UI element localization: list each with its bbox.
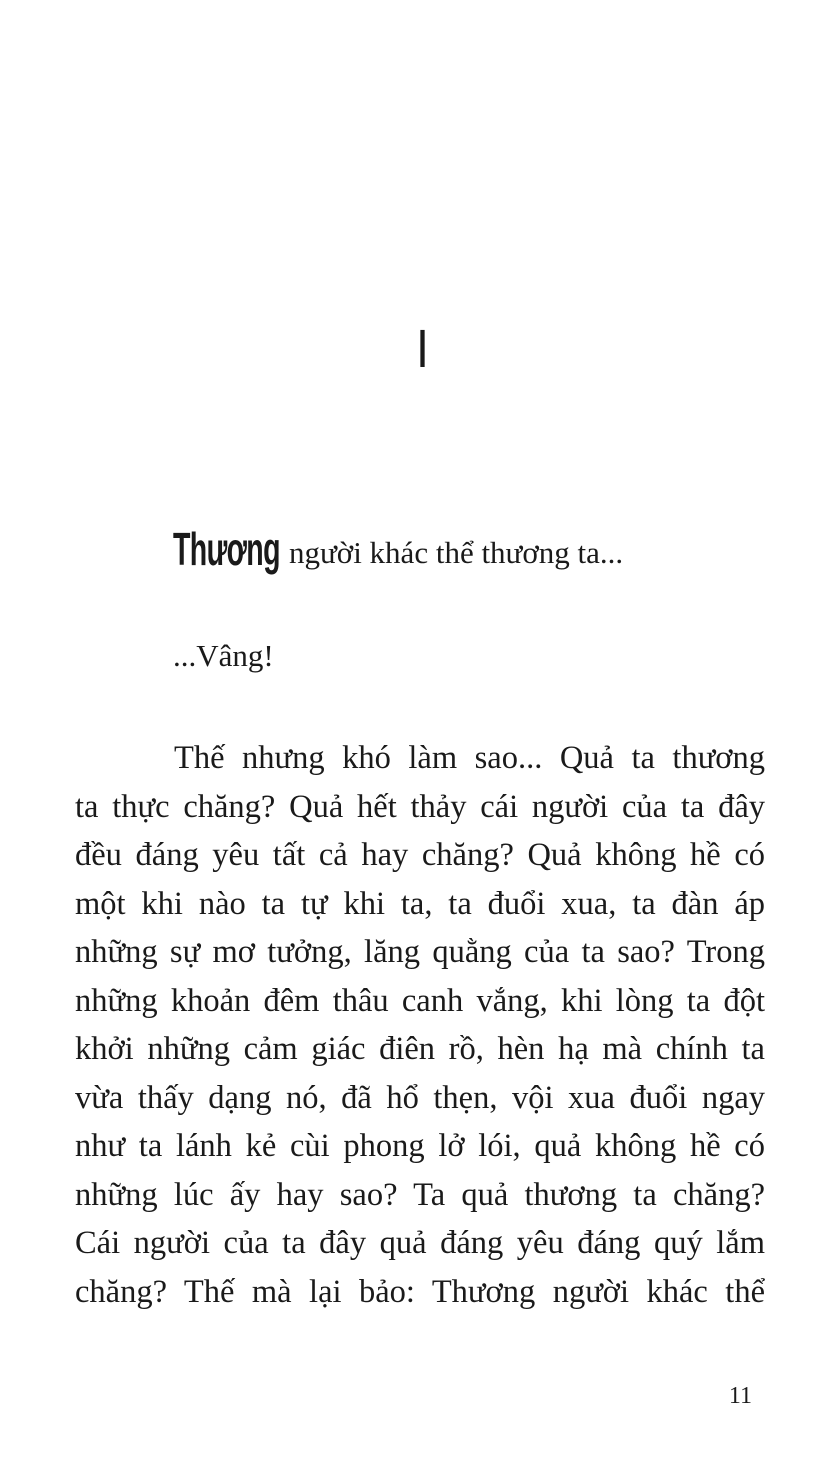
paragraph-line: những lúc ấy hay sao? Ta quả thương ta chăng? <box>75 1176 765 1213</box>
paragraph-line: một khi nào ta tự khi ta, ta đuổi xua, ta đàn áp <box>75 885 765 922</box>
paragraph-line: những sự mơ tưởng, lăng quằng của ta sao? Trong <box>75 934 765 970</box>
paragraph-line: như ta lánh kẻ cùi phong lở lói, quả không hề có <box>75 1128 765 1164</box>
paragraph-line: ta thực chăng? Quả hết thảy cái người của ta đây <box>75 788 765 825</box>
paragraph-line: vừa thấy dạng nó, đã hổ thẹn, vội xua đuổi ngay <box>75 1079 765 1116</box>
body-paragraph <box>75 734 765 1316</box>
paragraph-line: Thế nhưng khó làm sao... Quả ta thương <box>174 740 765 776</box>
epigraph-lead-word: Thương <box>173 523 280 575</box>
paragraph-line: chăng? Thế mà lại bảo: Thương người khác thể <box>75 1273 765 1310</box>
page-number: 11 <box>728 1383 752 1409</box>
epigraph <box>173 522 623 576</box>
paragraph-line: những khoản đêm thâu canh vắng, khi lòng ta đột <box>75 982 765 1019</box>
paragraph-line: Cái người của ta đây quả đáng yêu đáng quý lắm <box>75 1225 765 1261</box>
response-line: ...Vâng! <box>173 638 274 673</box>
epigraph-text: người khác thể thương ta... <box>289 535 624 570</box>
paragraph-line: đều đáng yêu tất cả hay chăng? Quả không hề có <box>75 837 765 873</box>
chapter-number: I <box>418 319 427 379</box>
paragraph-line: khởi những cảm giác điên rồ, hèn hạ mà chính ta <box>75 1031 765 1067</box>
